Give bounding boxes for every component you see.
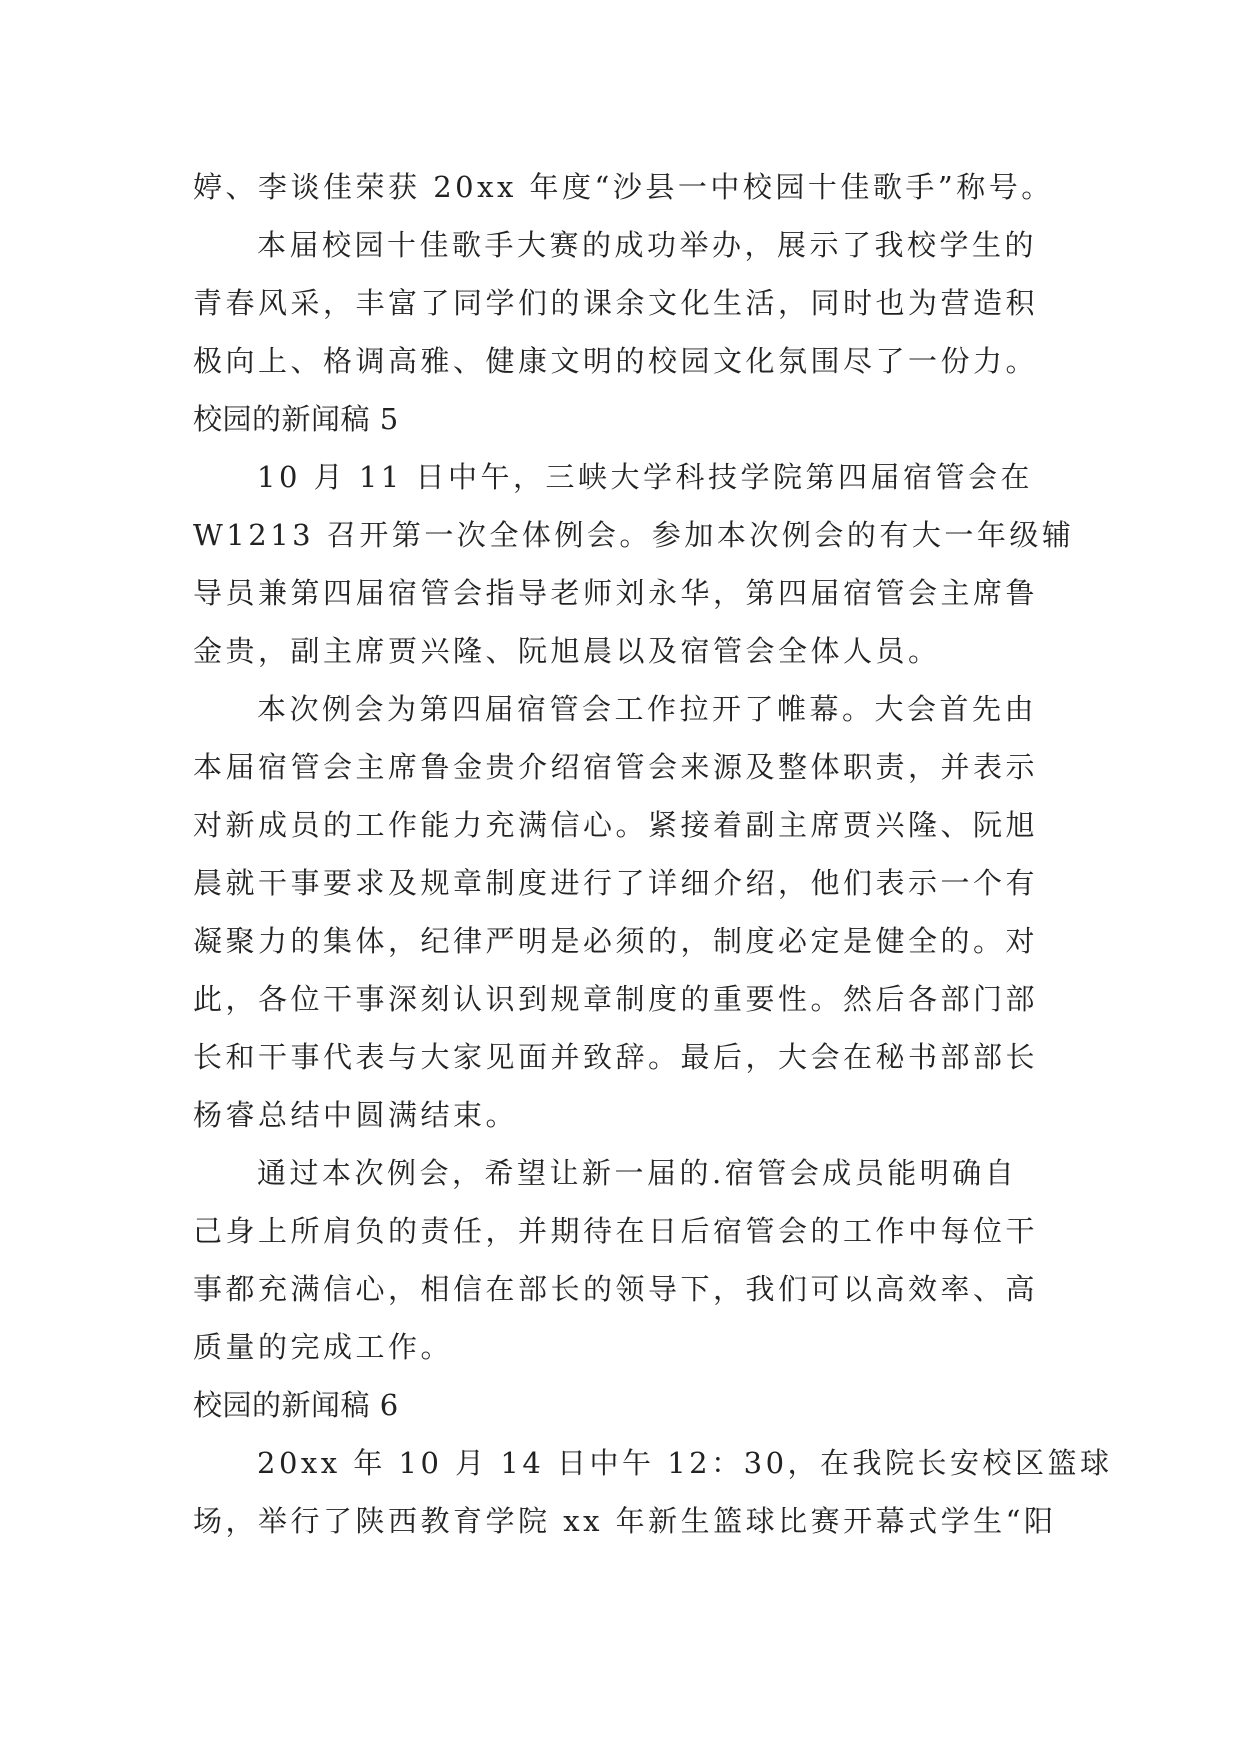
text-line: 此，各位干事深刻认识到规章制度的重要性。然后各部门部 [193, 982, 1039, 1016]
text-line: 本届宿管会主席鲁金贵介绍宿管会来源及整体职责，并表示 [193, 750, 1039, 784]
text-line: 己身上所肩负的责任，并期待在日后宿管会的工作中每位干 [193, 1214, 1039, 1248]
paragraph-start-line: 20xx 年 10 月 14 日中午 12：30，在我院长安校区篮球 [257, 1446, 1113, 1480]
text-line: 长和干事代表与大家见面并致辞。最后，大会在秘书部部长 [193, 1040, 1039, 1074]
text-line: 杨睿总结中圆满结束。 [193, 1098, 519, 1132]
text-line: 婷、李谈佳荣获 20xx 年度“沙县一中校园十佳歌手”称号。 [193, 170, 1054, 204]
section-heading: 校园的新闻稿 5 [193, 402, 399, 436]
paragraph-start-line: 本届校园十佳歌手大赛的成功举办，展示了我校学生的 [257, 228, 1038, 262]
text-line: 事都充满信心，相信在部长的领导下，我们可以高效率、高 [193, 1272, 1039, 1306]
text-line: 凝聚力的集体，纪律严明是必须的，制度必定是健全的。对 [193, 924, 1039, 958]
text-line: 晨就干事要求及规章制度进行了详细介绍，他们表示一个有 [193, 866, 1039, 900]
text-line: W1213 召开第一次全体例会。参加本次例会的有大一年级辅 [193, 518, 1075, 552]
text-line: 导员兼第四届宿管会指导老师刘永华，第四届宿管会主席鲁 [193, 576, 1039, 610]
document-body [193, 158, 1113, 1550]
paragraph-start-line: 本次例会为第四届宿管会工作拉开了帷幕。大会首先由 [257, 692, 1038, 726]
text-line: 青春风采，丰富了同学们的课余文化生活，同时也为营造积 [193, 286, 1039, 320]
section-heading: 校园的新闻稿 6 [193, 1388, 399, 1422]
text-line: 极向上、格调高雅、健康文明的校园文化氛围尽了一份力。 [193, 344, 1039, 378]
text-line: 质量的完成工作。 [193, 1330, 454, 1364]
text-line: 对新成员的工作能力充满信心。紧接着副主席贾兴隆、阮旭 [193, 808, 1039, 842]
paragraph-start-line: 10 月 11 日中午，三峡大学科技学院第四届宿管会在 [257, 460, 1033, 494]
text-line: 场，举行了陕西教育学院 xx 年新生篮球比赛开幕式学生“阳 [193, 1504, 1057, 1538]
text-line: 金贵，副主席贾兴隆、阮旭晨以及宿管会全体人员。 [193, 634, 941, 668]
paragraph-start-line: 通过本次例会，希望让新一届的.宿管会成员能明确自 [257, 1156, 1018, 1190]
